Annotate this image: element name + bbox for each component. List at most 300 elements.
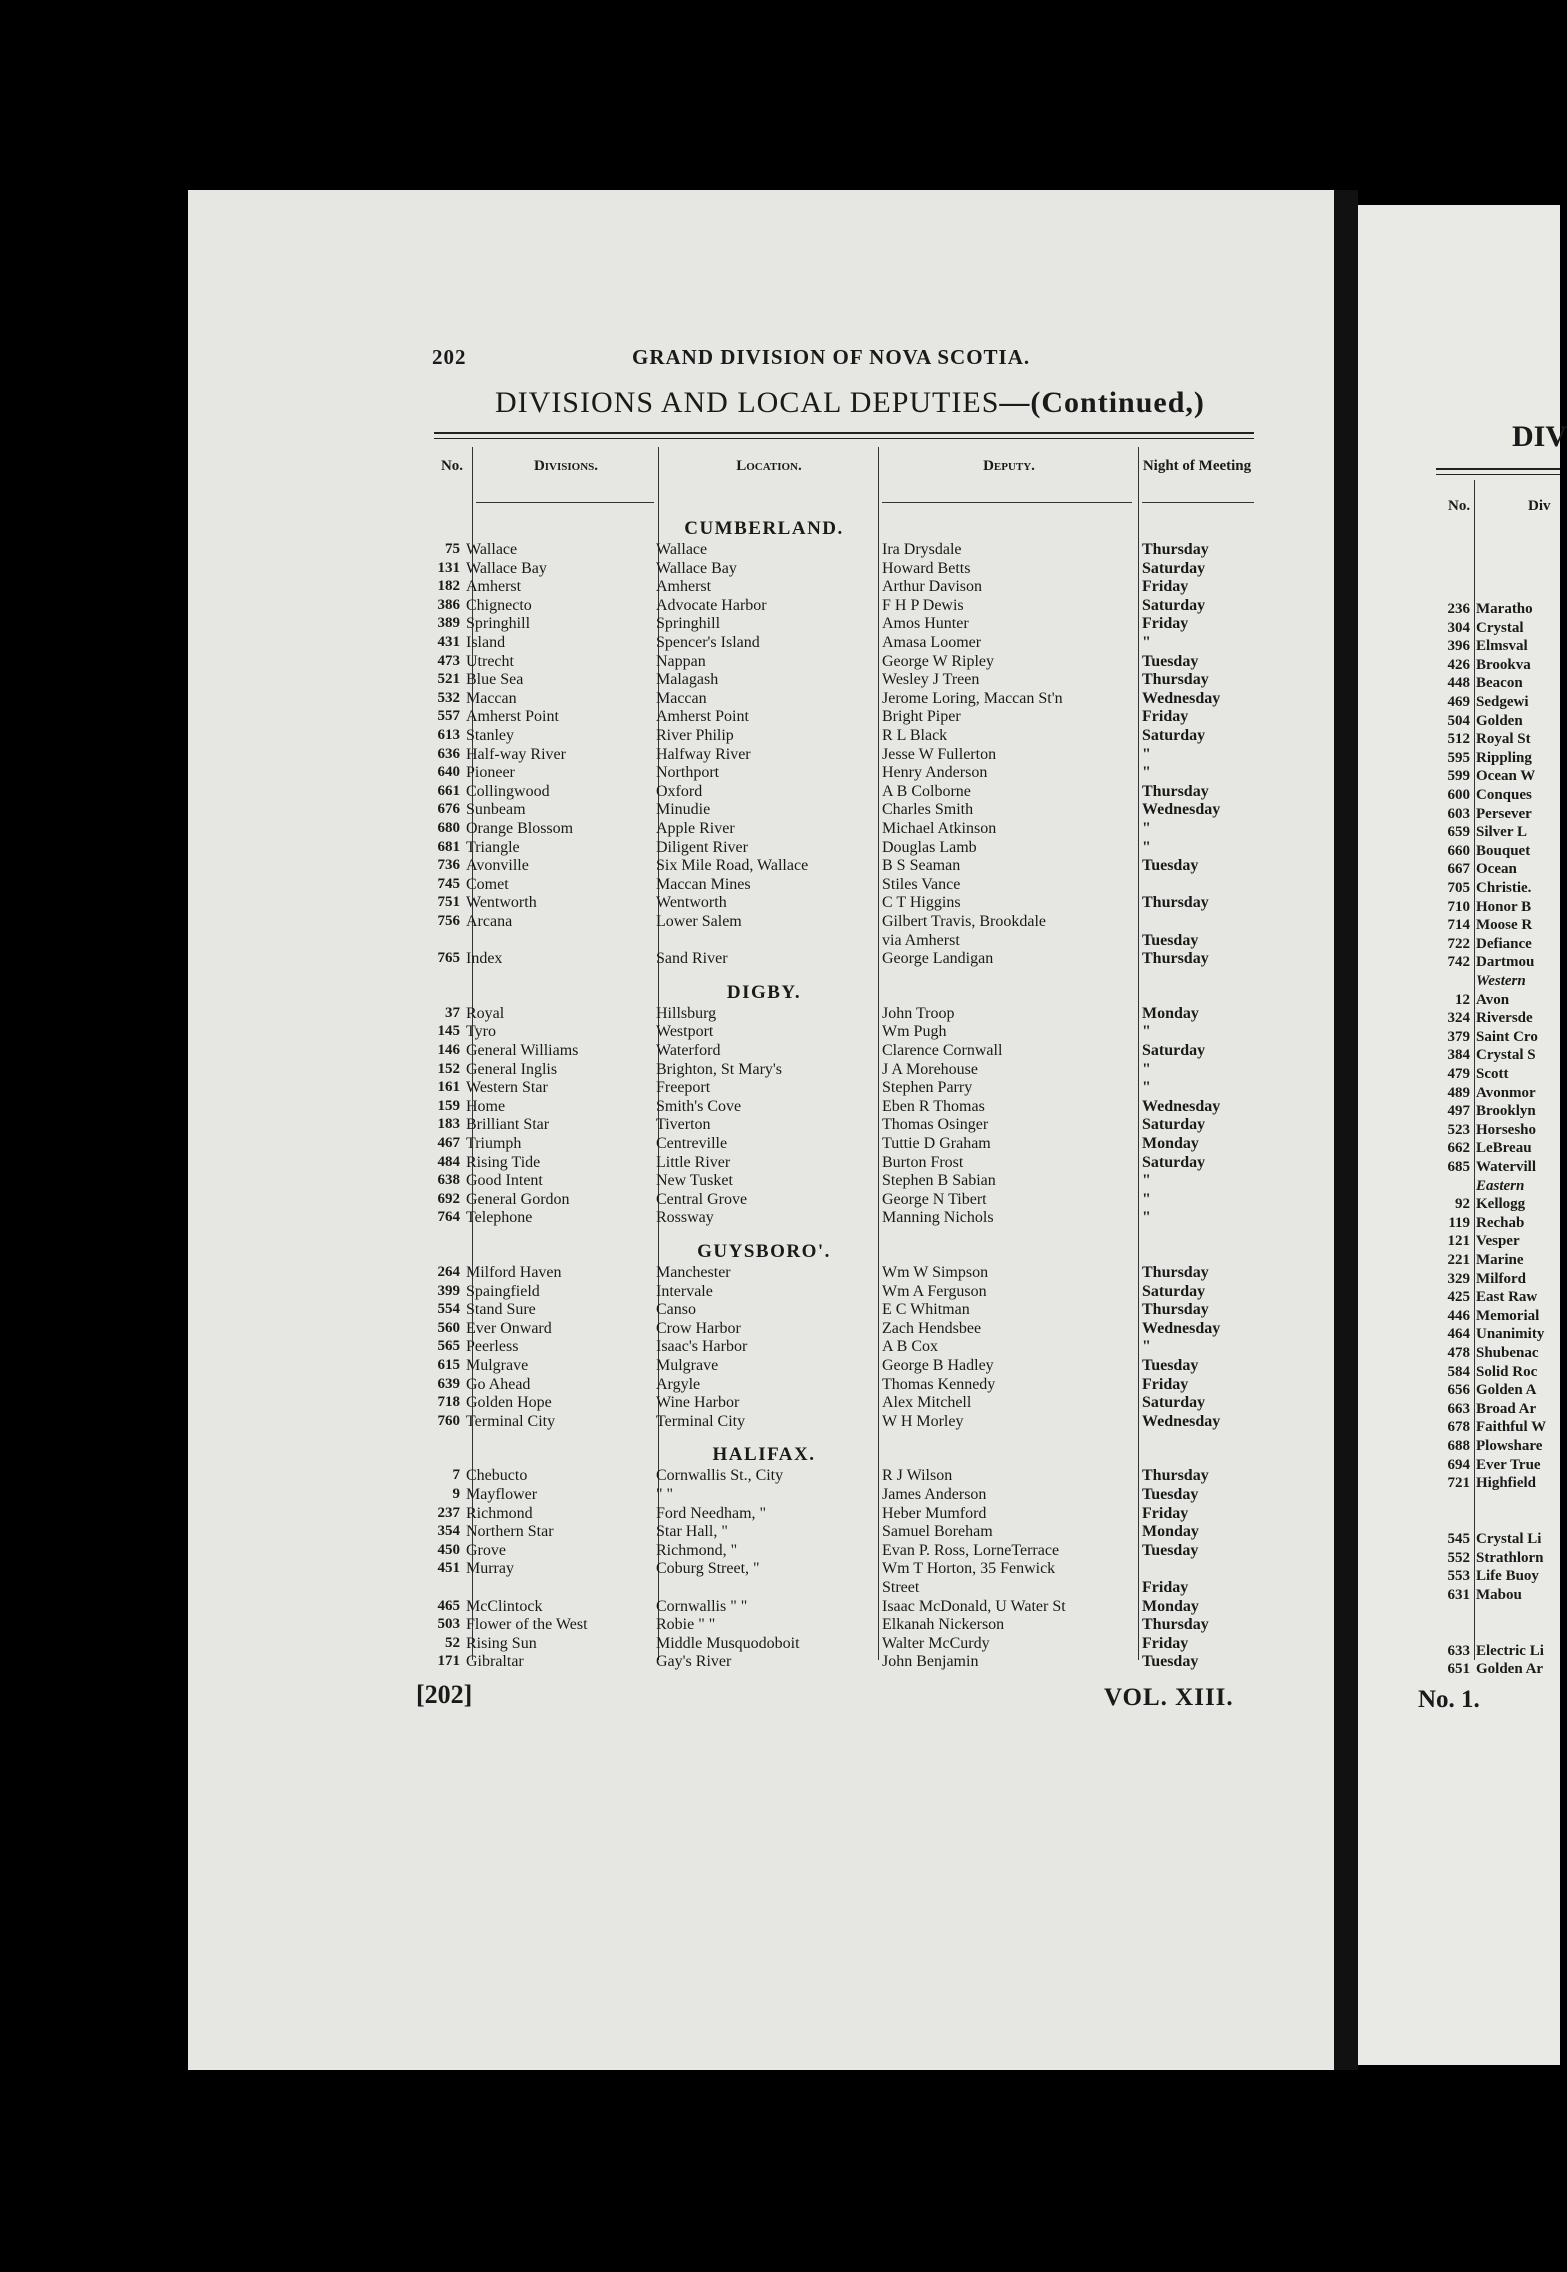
right-table-row xyxy=(1420,1251,1560,1270)
right-table-row xyxy=(1420,1102,1560,1121)
meeting-night: Tuesday xyxy=(1142,652,1199,670)
right-table-row xyxy=(1420,1642,1560,1661)
division-deputy: Eben R Thomas xyxy=(882,1097,985,1115)
division-number: 386 xyxy=(437,596,460,613)
right-table-row xyxy=(1420,1400,1560,1419)
division-location: Lower Salem xyxy=(656,913,742,930)
right-table-row xyxy=(1420,637,1560,656)
division-number: 639 xyxy=(437,1375,460,1392)
division-name: Home xyxy=(466,1097,506,1115)
division-number: 503 xyxy=(437,1616,460,1633)
right-division-name: Kellogg xyxy=(1476,1196,1526,1213)
header-underline xyxy=(476,502,654,503)
division-location: Terminal City xyxy=(656,1412,746,1430)
right-division-name: Rechab xyxy=(1476,1214,1525,1231)
division-number: 237 xyxy=(437,1504,460,1521)
right-table-row xyxy=(1420,712,1560,731)
division-location: Cornwallis " " xyxy=(656,1597,748,1615)
division-deputy: Amasa Loomer xyxy=(882,634,982,651)
right-table-row xyxy=(1420,1177,1560,1196)
right-table-row xyxy=(1420,1418,1560,1437)
meeting-night: Friday xyxy=(1142,615,1189,633)
division-name: Richmond xyxy=(466,1504,533,1522)
division-name: Mulgrave xyxy=(466,1357,529,1374)
county-heading: GUYSBORO'. xyxy=(697,1241,831,1262)
division-location: Northport xyxy=(656,764,720,782)
footer-volume: VOL. XIII. xyxy=(1104,1684,1234,1711)
right-division-name: Ocean W xyxy=(1476,768,1536,785)
right-division-number: 663 xyxy=(1447,1400,1470,1417)
right-table-row xyxy=(1420,1437,1560,1456)
table-row xyxy=(430,707,1260,726)
right-table-row xyxy=(1420,842,1560,861)
division-deputy: Elkanah Nickerson xyxy=(882,1616,1005,1634)
division-name: Arcana xyxy=(466,913,513,930)
right-table-row xyxy=(1420,879,1560,898)
right-division-number: 464 xyxy=(1447,1326,1470,1343)
division-deputy: John Benjamin xyxy=(882,1653,979,1671)
right-division-name: Silver L xyxy=(1476,824,1527,841)
right-division-number: 426 xyxy=(1447,656,1470,673)
division-deputy: Henry Anderson xyxy=(882,764,988,782)
table-row xyxy=(430,1263,1260,1282)
table-row xyxy=(430,1504,1260,1523)
right-table-row xyxy=(1420,1084,1560,1103)
division-number: 37 xyxy=(445,1004,460,1021)
right-division-name: Ocean xyxy=(1476,861,1517,878)
right-header-no: No. xyxy=(1448,498,1471,514)
division-number: 638 xyxy=(437,1172,460,1189)
meeting-night: Tuesday xyxy=(1142,1541,1199,1559)
division-number: 532 xyxy=(437,689,460,706)
division-location: Middle Musquodoboit xyxy=(656,1634,800,1652)
meeting-night: Saturday xyxy=(1142,1282,1206,1300)
division-location: New Tusket xyxy=(656,1172,733,1190)
right-division-name: Highfield xyxy=(1476,1475,1537,1492)
division-number: 676 xyxy=(437,801,460,818)
table-row xyxy=(430,1597,1260,1616)
right-table-row xyxy=(1420,1381,1560,1400)
division-deputy: Walter McCurdy xyxy=(882,1634,990,1652)
right-division-name: Sedgewi xyxy=(1476,694,1529,710)
division-location: River Philip xyxy=(656,727,734,744)
division-name: Springhill xyxy=(466,615,531,633)
right-division-number: 552 xyxy=(1447,1549,1470,1566)
table-row xyxy=(430,689,1260,708)
table-row xyxy=(430,1060,1260,1079)
table-row xyxy=(430,1190,1260,1209)
right-table-row xyxy=(1420,1325,1560,1344)
division-location: Argyle xyxy=(656,1375,701,1393)
meeting-night: " xyxy=(1142,838,1151,856)
division-location: Wallace Bay xyxy=(656,559,737,577)
table-row xyxy=(430,745,1260,764)
table-row xyxy=(430,1634,1260,1653)
right-table-row xyxy=(1420,1493,1560,1512)
meeting-night: Saturday xyxy=(1142,1116,1206,1134)
right-table-row xyxy=(1420,1567,1560,1586)
division-deputy: Jesse W Fullerton xyxy=(882,745,997,763)
table-row xyxy=(430,1319,1260,1338)
right-table-row xyxy=(1420,693,1560,712)
meeting-night: Wednesday xyxy=(1142,689,1221,707)
division-name: Western Star xyxy=(466,1079,548,1097)
division-name: Telephone xyxy=(466,1209,533,1227)
title-main: DIVISIONS AND LOCAL DEPUTIES xyxy=(495,386,1000,419)
division-location: Amherst Point xyxy=(656,708,749,726)
right-table-row xyxy=(1420,935,1560,954)
right-division-name: Milford xyxy=(1476,1270,1526,1287)
meeting-night: Thursday xyxy=(1142,1467,1209,1485)
division-location: Mulgrave xyxy=(656,1357,719,1374)
division-number: 557 xyxy=(437,708,460,725)
right-table-row xyxy=(1420,972,1560,991)
table-row xyxy=(430,1115,1260,1134)
right-page-title: DIV xyxy=(1512,420,1567,453)
division-location: Richmond, " xyxy=(656,1541,738,1559)
meeting-night: " xyxy=(1142,1023,1151,1041)
right-table-row xyxy=(1420,1028,1560,1047)
division-number: 159 xyxy=(437,1097,460,1114)
division-number: 760 xyxy=(437,1412,460,1429)
right-division-name: Maratho xyxy=(1476,601,1533,617)
meeting-night: Wednesday xyxy=(1142,801,1221,819)
right-division-name: Western xyxy=(1476,973,1526,989)
right-division-number: 633 xyxy=(1447,1642,1470,1659)
division-deputy: E C Whitman xyxy=(882,1301,970,1319)
meeting-night: " xyxy=(1142,820,1151,837)
table-row xyxy=(430,1171,1260,1190)
division-number: 680 xyxy=(437,820,460,836)
right-table-row xyxy=(1420,1344,1560,1363)
division-location: Wallace xyxy=(656,541,708,558)
header-no: No. xyxy=(440,458,464,474)
division-number: 692 xyxy=(437,1190,460,1207)
division-location: Centreville xyxy=(656,1135,728,1152)
division-number: 131 xyxy=(437,559,460,576)
right-table-row xyxy=(1420,600,1560,619)
division-number: 565 xyxy=(437,1338,460,1355)
table-row xyxy=(430,1097,1260,1116)
right-division-number: 446 xyxy=(1447,1307,1470,1324)
right-division-name: Unanimity xyxy=(1476,1326,1545,1343)
division-name: Ever Onward xyxy=(466,1319,552,1337)
table-row xyxy=(430,1615,1260,1634)
meeting-night: Friday xyxy=(1142,1375,1189,1393)
division-deputy: R L Black xyxy=(882,727,948,744)
meeting-night: Wednesday xyxy=(1142,1412,1221,1430)
header-underline xyxy=(1142,502,1254,503)
meeting-night: Thursday xyxy=(1142,671,1209,689)
right-table-row xyxy=(1420,1195,1560,1214)
right-division-name: Golden A xyxy=(1476,1382,1537,1399)
right-division-number: 545 xyxy=(1447,1531,1470,1547)
division-name: Grove xyxy=(466,1541,506,1559)
division-deputy: Bright Piper xyxy=(882,708,961,726)
division-number: 681 xyxy=(437,838,460,855)
division-number: 718 xyxy=(437,1394,460,1411)
right-division-name: Memorial xyxy=(1476,1307,1540,1324)
right-division-name: Electric Li xyxy=(1476,1642,1544,1659)
division-deputy: John Troop xyxy=(882,1004,955,1022)
table-row xyxy=(430,856,1260,875)
right-division-number: 603 xyxy=(1447,805,1470,822)
meeting-night: " xyxy=(1142,745,1151,763)
division-deputy: Amos Hunter xyxy=(882,615,969,633)
right-table-row xyxy=(1420,1214,1560,1233)
division-deputy: Tuttie D Graham xyxy=(882,1135,991,1152)
right-table-row xyxy=(1420,786,1560,805)
right-division-name: Plowshare xyxy=(1476,1438,1543,1454)
division-name: General Inglis xyxy=(466,1060,558,1078)
division-location: Canso xyxy=(656,1301,696,1319)
right-division-name: Conques xyxy=(1476,787,1532,803)
division-name: Milford Haven xyxy=(466,1264,562,1281)
division-number: 7 xyxy=(452,1467,460,1484)
table-row xyxy=(430,1522,1260,1541)
right-division-number: 396 xyxy=(1447,638,1470,655)
division-location: Tiverton xyxy=(656,1116,711,1134)
right-division-number: 236 xyxy=(1447,601,1470,617)
division-number: 152 xyxy=(437,1060,460,1077)
table-row xyxy=(430,875,1260,894)
meeting-night: " xyxy=(1142,1190,1151,1208)
right-division-number: 523 xyxy=(1447,1121,1470,1138)
division-number: 171 xyxy=(437,1653,460,1670)
division-name: Sunbeam xyxy=(466,801,526,819)
division-deputy: Stephen B Sabian xyxy=(882,1172,996,1190)
right-division-name: Royal St xyxy=(1476,731,1531,748)
table-row xyxy=(430,782,1260,801)
right-table-row xyxy=(1420,898,1560,917)
right-division-number: 324 xyxy=(1447,1010,1470,1027)
division-number: 756 xyxy=(437,913,460,929)
right-division-name: Eastern xyxy=(1476,1177,1525,1194)
division-deputy: W H Morley xyxy=(882,1412,964,1430)
division-name: Stand Sure xyxy=(466,1301,536,1319)
division-deputy: Thomas Osinger xyxy=(882,1116,989,1134)
division-name: Peerless xyxy=(466,1338,519,1356)
division-number: 473 xyxy=(437,652,460,669)
division-deputy: Stephen Parry xyxy=(882,1079,973,1097)
right-division-number: 678 xyxy=(1447,1419,1470,1436)
right-division-number: 651 xyxy=(1447,1661,1470,1678)
right-division-name: Brookva xyxy=(1476,656,1531,673)
right-table-row xyxy=(1420,1139,1560,1158)
meeting-night: Wednesday xyxy=(1142,1319,1221,1337)
meeting-night: Saturday xyxy=(1142,1042,1206,1059)
right-division-number: 329 xyxy=(1447,1270,1470,1287)
right-division-number: 221 xyxy=(1447,1252,1470,1268)
table-row xyxy=(430,1356,1260,1375)
division-location: Brighton, St Mary's xyxy=(656,1060,782,1078)
division-location: Wine Harbor xyxy=(656,1394,740,1412)
division-location: Westport xyxy=(656,1023,714,1041)
right-division-name: Watervill xyxy=(1476,1159,1536,1175)
right-table-row xyxy=(1420,1586,1560,1605)
right-division-number: 688 xyxy=(1447,1438,1470,1454)
table-row xyxy=(430,1134,1260,1153)
division-deputy: Gilbert Travis, Brookdale xyxy=(882,913,1046,930)
right-division-name: East Raw xyxy=(1476,1289,1538,1306)
division-location: Maccan Mines xyxy=(656,875,751,893)
right-division-number: 504 xyxy=(1447,712,1470,729)
table-row xyxy=(430,819,1260,838)
division-name: Amherst xyxy=(466,578,522,596)
right-division-number: 497 xyxy=(1447,1103,1470,1120)
table-row xyxy=(430,1041,1260,1060)
division-location: Minudie xyxy=(656,801,711,819)
division-number: 764 xyxy=(437,1209,460,1226)
division-number: 52 xyxy=(445,1634,460,1651)
division-location: " " xyxy=(656,1486,674,1503)
right-table-row xyxy=(1420,1009,1560,1028)
division-name: Pioneer xyxy=(466,764,515,782)
right-table-row xyxy=(1420,805,1560,824)
meeting-night: Tuesday xyxy=(1142,1653,1199,1671)
county-heading: CUMBERLAND. xyxy=(684,518,844,539)
division-name: Gibraltar xyxy=(466,1653,524,1671)
right-division-name: Shubenac xyxy=(1476,1345,1539,1361)
right-table-row xyxy=(1420,860,1560,879)
table-row xyxy=(430,931,1260,950)
header-location: Location. xyxy=(736,458,802,474)
division-name: Go Ahead xyxy=(466,1375,531,1393)
meeting-night: Saturday xyxy=(1142,1153,1206,1171)
division-deputy: C T Higgins xyxy=(882,894,961,912)
division-name: Index xyxy=(466,950,503,968)
meeting-night: Friday xyxy=(1142,1504,1189,1522)
division-deputy: Street xyxy=(882,1579,920,1596)
division-number: 389 xyxy=(437,615,460,632)
right-division-name: Strathlorn xyxy=(1476,1549,1544,1566)
division-location: Sand River xyxy=(656,950,728,968)
meeting-night: Thursday xyxy=(1142,1264,1209,1281)
right-division-number: 12 xyxy=(1455,991,1470,1008)
division-deputy: Samuel Boreham xyxy=(882,1523,993,1541)
division-number: 465 xyxy=(437,1597,460,1614)
right-division-number: 660 xyxy=(1447,842,1470,859)
book-gutter xyxy=(1334,190,1358,2070)
right-division-number: 584 xyxy=(1447,1363,1470,1380)
division-number: 745 xyxy=(437,875,460,892)
right-division-number: 659 xyxy=(1447,824,1470,841)
right-division-name: Crystal S xyxy=(1476,1047,1536,1064)
division-deputy: Zach Hendsbee xyxy=(882,1319,982,1337)
meeting-night: " xyxy=(1142,1079,1151,1097)
meeting-night: Tuesday xyxy=(1142,1357,1199,1374)
division-deputy: via Amherst xyxy=(882,931,960,949)
division-deputy: Wm A Ferguson xyxy=(882,1282,987,1300)
right-division-number: 379 xyxy=(1447,1028,1470,1045)
division-number: 521 xyxy=(437,671,460,688)
meeting-night: Tuesday xyxy=(1142,857,1199,875)
right-division-number: 662 xyxy=(1447,1140,1470,1157)
right-division-number: 710 xyxy=(1447,898,1470,915)
division-name: Spaingfield xyxy=(466,1282,540,1300)
table-row xyxy=(430,670,1260,689)
division-name: Royal xyxy=(466,1004,505,1022)
division-name: Half-way River xyxy=(466,745,566,763)
header-underline xyxy=(882,502,1132,503)
right-division-number: 667 xyxy=(1447,861,1470,878)
county-heading: HALIFAX. xyxy=(712,1444,816,1466)
right-division-name: Avonmor xyxy=(1476,1084,1536,1101)
right-division-number: 631 xyxy=(1447,1586,1470,1603)
table-row xyxy=(430,763,1260,782)
table-row xyxy=(430,1300,1260,1319)
right-division-number: 599 xyxy=(1447,768,1470,785)
right-division-name: Beacon xyxy=(1476,675,1523,692)
right-table-row xyxy=(1420,1232,1560,1251)
division-deputy: Wesley J Treen xyxy=(882,671,980,689)
right-table-row xyxy=(1420,1456,1560,1475)
division-number: 661 xyxy=(437,782,460,799)
division-deputy: Arthur Davison xyxy=(882,578,982,596)
division-location: Ford Needham, " xyxy=(656,1504,767,1522)
right-division-number: 489 xyxy=(1447,1084,1470,1101)
page-title xyxy=(495,386,1205,420)
meeting-night: Thursday xyxy=(1142,894,1209,912)
division-number: 264 xyxy=(437,1264,460,1280)
table-row xyxy=(430,949,1260,968)
right-division-number: 600 xyxy=(1447,787,1470,803)
division-number: 146 xyxy=(437,1042,460,1058)
division-location: Little River xyxy=(656,1153,731,1171)
division-name: Stanley xyxy=(466,727,514,744)
division-name: Triumph xyxy=(466,1135,522,1152)
right-table-row xyxy=(1420,749,1560,768)
table-row xyxy=(430,1282,1260,1301)
division-number: 613 xyxy=(437,727,460,743)
division-name: Northern Star xyxy=(466,1523,554,1541)
division-location: Cornwallis St., City xyxy=(656,1467,784,1485)
division-name: Island xyxy=(466,634,506,651)
right-division-name: Avon xyxy=(1476,991,1510,1008)
division-name: Triangle xyxy=(466,838,520,856)
table-row xyxy=(430,1078,1260,1097)
right-table-row xyxy=(1420,730,1560,749)
meeting-night: Friday xyxy=(1142,1579,1189,1596)
right-table-row xyxy=(1420,767,1560,786)
table-row xyxy=(430,1153,1260,1172)
division-location: Amherst xyxy=(656,578,712,596)
right-division-name: Christie. xyxy=(1476,880,1532,896)
division-number: 161 xyxy=(437,1079,460,1096)
right-division-name: Saint Cro xyxy=(1476,1028,1538,1045)
right-division-number: 512 xyxy=(1447,731,1470,748)
meeting-night: Thursday xyxy=(1142,950,1209,968)
right-table-row xyxy=(1420,619,1560,638)
division-name: Orange Blossom xyxy=(466,820,574,837)
division-deputy: Jerome Loring, Maccan St'n xyxy=(882,689,1063,707)
right-page-rule xyxy=(1436,474,1560,475)
meeting-night: Thursday xyxy=(1142,1616,1209,1634)
header-divisions: Divisions. xyxy=(533,458,599,474)
division-name: Collingwood xyxy=(466,782,550,800)
division-location: Manchester xyxy=(656,1264,731,1281)
right-division-number: 479 xyxy=(1447,1066,1470,1082)
right-page-rule xyxy=(1436,468,1560,470)
division-number: 431 xyxy=(437,634,460,650)
division-number: 145 xyxy=(437,1023,460,1040)
right-table-row xyxy=(1420,823,1560,842)
division-number: 354 xyxy=(437,1523,460,1540)
division-number: 182 xyxy=(437,578,460,595)
division-number: 615 xyxy=(437,1357,460,1373)
right-division-name: Moose R xyxy=(1476,917,1533,934)
meeting-night: " xyxy=(1142,634,1151,651)
